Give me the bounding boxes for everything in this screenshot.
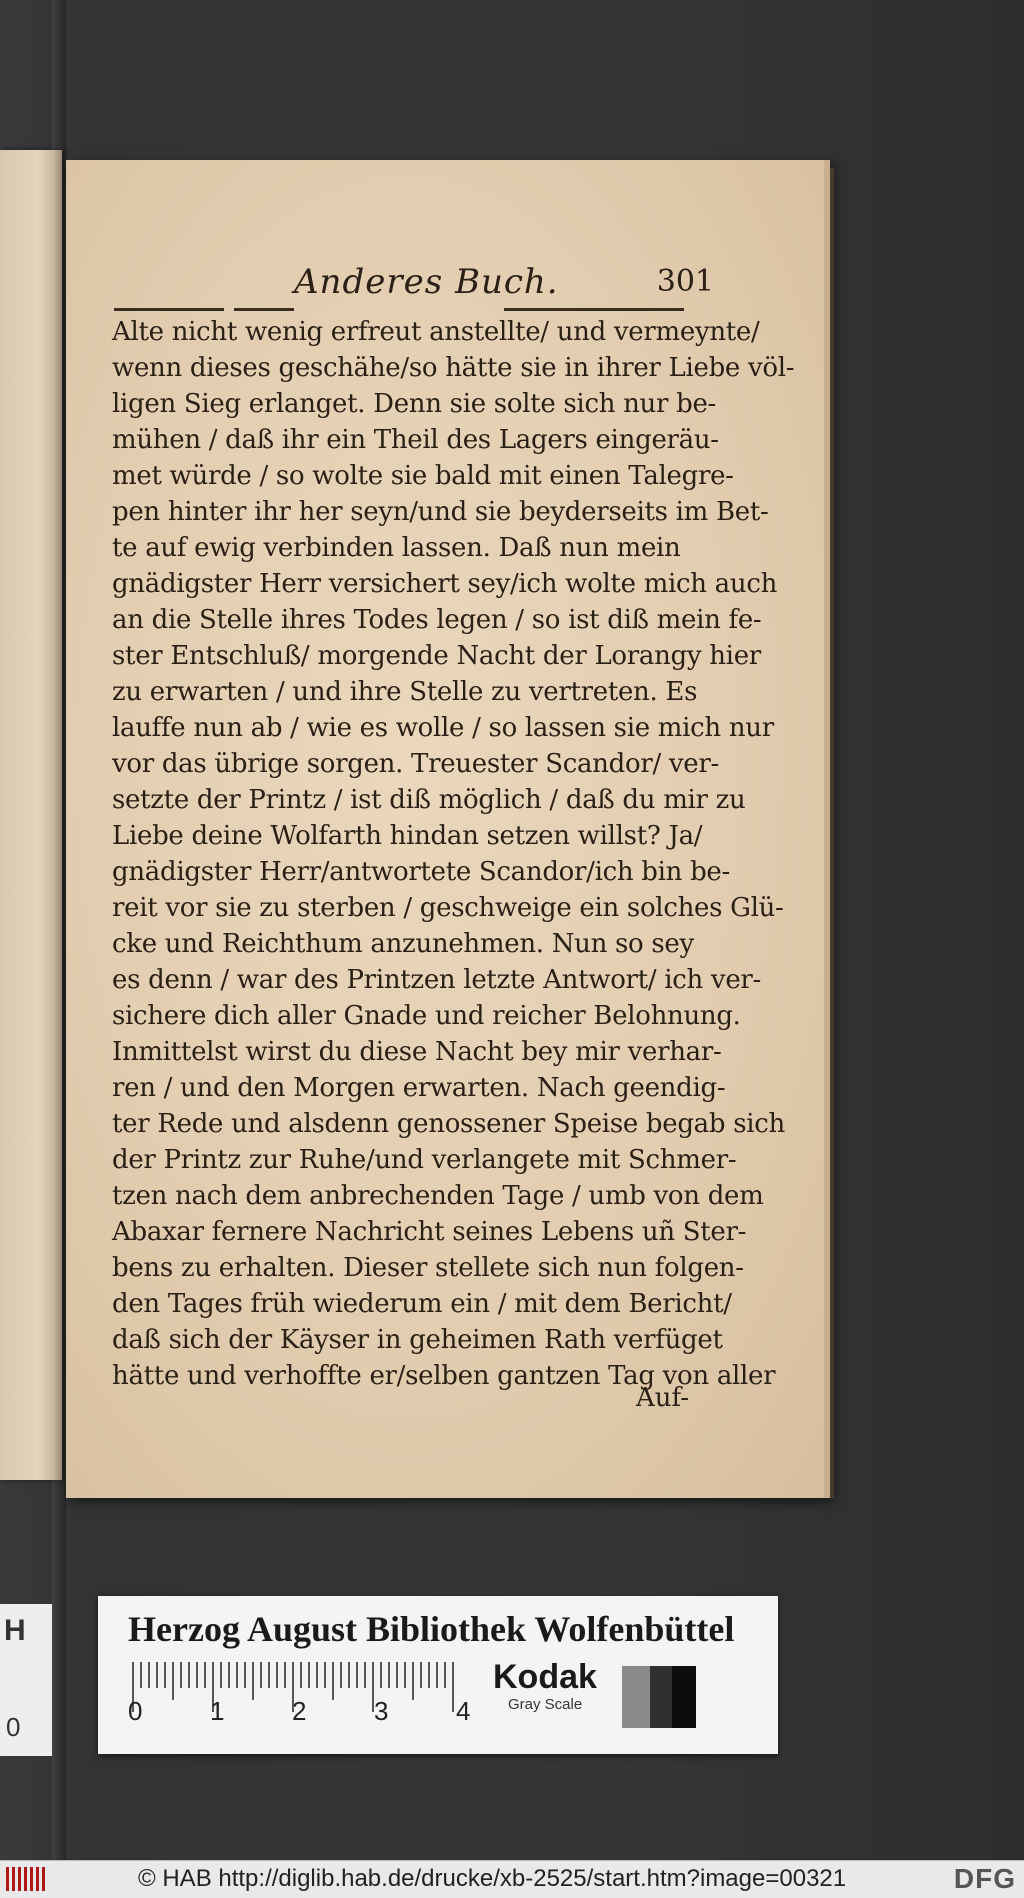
ruler-tick (404, 1662, 406, 1688)
ruler-tick (276, 1662, 278, 1688)
header-rule (504, 308, 684, 311)
institution-name: Herzog August Bibliothek Wolfenbüttel (128, 1609, 735, 1649)
header-rule (114, 308, 224, 311)
text-line: hätte und verhoffte er/selben gantzen Tag von aller (112, 1361, 776, 1391)
adjacent-color-card (0, 1604, 52, 1756)
ruler-tick (436, 1662, 438, 1688)
ruler-tick (308, 1662, 310, 1688)
text-line: pen hinter ihr her seyn/und sie beyderseits im Bet- (112, 497, 769, 527)
hab-logo-icon (6, 1867, 46, 1891)
ruler-tick (388, 1662, 390, 1688)
text-line: zu erwarten / und ihre Stelle zu vertreten. Es (112, 677, 698, 707)
catchword: Auf- (636, 1383, 690, 1413)
text-line: sichere dich aller Gnade und reicher Belohnung. (112, 1001, 741, 1031)
ruler-tick (396, 1662, 398, 1688)
ruler-tick (348, 1662, 350, 1688)
ruler-tick (340, 1662, 342, 1688)
ruler-tick (268, 1662, 270, 1688)
ruler-tick (444, 1662, 446, 1688)
ruler-tick (244, 1662, 246, 1688)
ruler-tick (260, 1662, 262, 1688)
gray-swatch-dark (650, 1666, 672, 1728)
ruler-tick (428, 1662, 430, 1688)
ruler-tick (148, 1662, 150, 1688)
color-target-card (98, 1596, 778, 1754)
text-line: ter Rede und alsdenn genossener Speise begab sich (112, 1109, 785, 1139)
text-line: bens zu erhalten. Dieser stellete sich nun folgen- (112, 1253, 744, 1283)
ruler-tick (284, 1662, 286, 1688)
text-line: Inmittelst wirst du diese Nacht bey mir verhar- (112, 1037, 722, 1067)
ruler-tick (380, 1662, 382, 1688)
ruler-tick (204, 1662, 206, 1688)
text-line: setzte der Printz / ist diß möglich / daß du mir zu (112, 785, 746, 815)
text-line: cke und Reichthum anzunehmen. Nun so sey (112, 929, 694, 959)
glass-edge (52, 0, 66, 1860)
gray-swatch-black (672, 1666, 696, 1728)
ruler-number: 3 (374, 1696, 389, 1726)
text-line: gnädigster Herr/antwortete Scandor/ich bin be- (112, 857, 730, 887)
text-line: Liebe deine Wolfarth hindan setzen willst? Ja/ (112, 821, 703, 851)
header-rule (234, 308, 294, 311)
ruler-tick (172, 1662, 174, 1700)
text-line: te auf ewig verbinden lassen. Daß nun mein (112, 533, 681, 563)
text-line: Alte nicht wenig erfreut anstellte/ und vermeynte/ (112, 317, 760, 347)
text-line: mühen / daß ihr ein Theil des Lagers eingeräu- (112, 425, 719, 455)
text-line: Abaxar fernere Nachricht seines Lebens uñ Ster- (112, 1217, 747, 1247)
text-line: den Tages früh wiederum ein / mit dem Bericht/ (112, 1289, 732, 1319)
ruler-tick (180, 1662, 182, 1688)
text-line: an die Stelle ihres Todes legen / so ist diß mein fe- (112, 605, 762, 635)
text-line: reit vor sie zu sterben / geschweige ein solches Glü- (112, 893, 784, 923)
text-line: met würde / so wolte sie bald mit einen Talegre- (112, 461, 734, 491)
ruler-tick (324, 1662, 326, 1688)
text-line: tzen nach dem anbrechenden Tage / umb von dem (112, 1181, 764, 1211)
ruler-tick (316, 1662, 318, 1688)
kodak-logo: Kodak (493, 1658, 597, 1696)
ruler-tick (236, 1662, 238, 1688)
ruler-tick (420, 1662, 422, 1688)
ruler-tick (188, 1662, 190, 1688)
dfg-logo: DFG (953, 1863, 1016, 1894)
ruler-tick (364, 1662, 366, 1688)
text-line: lauffe nun ab / wie es wolle / so lassen sie mich nur (112, 713, 774, 743)
adjacent-card-letter: H (4, 1614, 26, 1647)
ruler-tick (140, 1662, 142, 1688)
ruler-tick (228, 1662, 230, 1688)
citation-link[interactable]: © HAB http://diglib.hab.de/drucke/xb-2525/start.htm?image=00321 (138, 1865, 847, 1892)
ruler-tick (452, 1662, 454, 1712)
gray-scale-label: Gray Scale (508, 1696, 583, 1713)
ruler-number: 0 (128, 1696, 143, 1726)
page-header (114, 262, 714, 312)
ruler-tick (356, 1662, 358, 1688)
text-line: daß sich der Käyser in geheimen Rath verfüget (112, 1325, 723, 1355)
gray-swatch-mid (622, 1666, 650, 1728)
text-line: ligen Sieg erlanget. Denn sie solte sich nur be- (112, 389, 717, 419)
ruler-number: 1 (210, 1696, 225, 1726)
adjacent-card-digit: 0 (6, 1712, 21, 1742)
text-line: ster Entschluß/ morgende Nacht der Lorangy hier (112, 641, 761, 671)
ruler-tick (412, 1662, 414, 1700)
ruler-tick (220, 1662, 222, 1688)
ruler-tick (156, 1662, 158, 1688)
ruler-tick (164, 1662, 166, 1688)
page-number: 301 (656, 264, 714, 299)
text-line: der Printz zur Ruhe/und verlangete mit Schmer- (112, 1145, 737, 1175)
viewer-footer (0, 1860, 1024, 1898)
ruler-number: 2 (292, 1696, 307, 1726)
ruler-tick (252, 1662, 254, 1700)
text-line: ren / und den Morgen erwarten. Nach geendig- (112, 1073, 726, 1103)
ruler-number: 4 (456, 1696, 471, 1726)
ruler-tick (300, 1662, 302, 1688)
text-line: gnädigster Herr versichert sey/ich wolte mich auch (112, 569, 778, 599)
ruler-tick (196, 1662, 198, 1688)
text-line: es denn / war des Printzen letzte Antwort/ ich ver- (112, 965, 762, 995)
ruler-tick (332, 1662, 334, 1700)
text-line: wenn dieses geschähe/so hätte sie in ihrer Liebe völ- (112, 353, 795, 383)
running-title: Anderes Buch. (294, 262, 559, 302)
text-line: vor das übrige sorgen. Treuester Scandor/ ver- (112, 749, 719, 779)
page-body-text (112, 314, 795, 1394)
